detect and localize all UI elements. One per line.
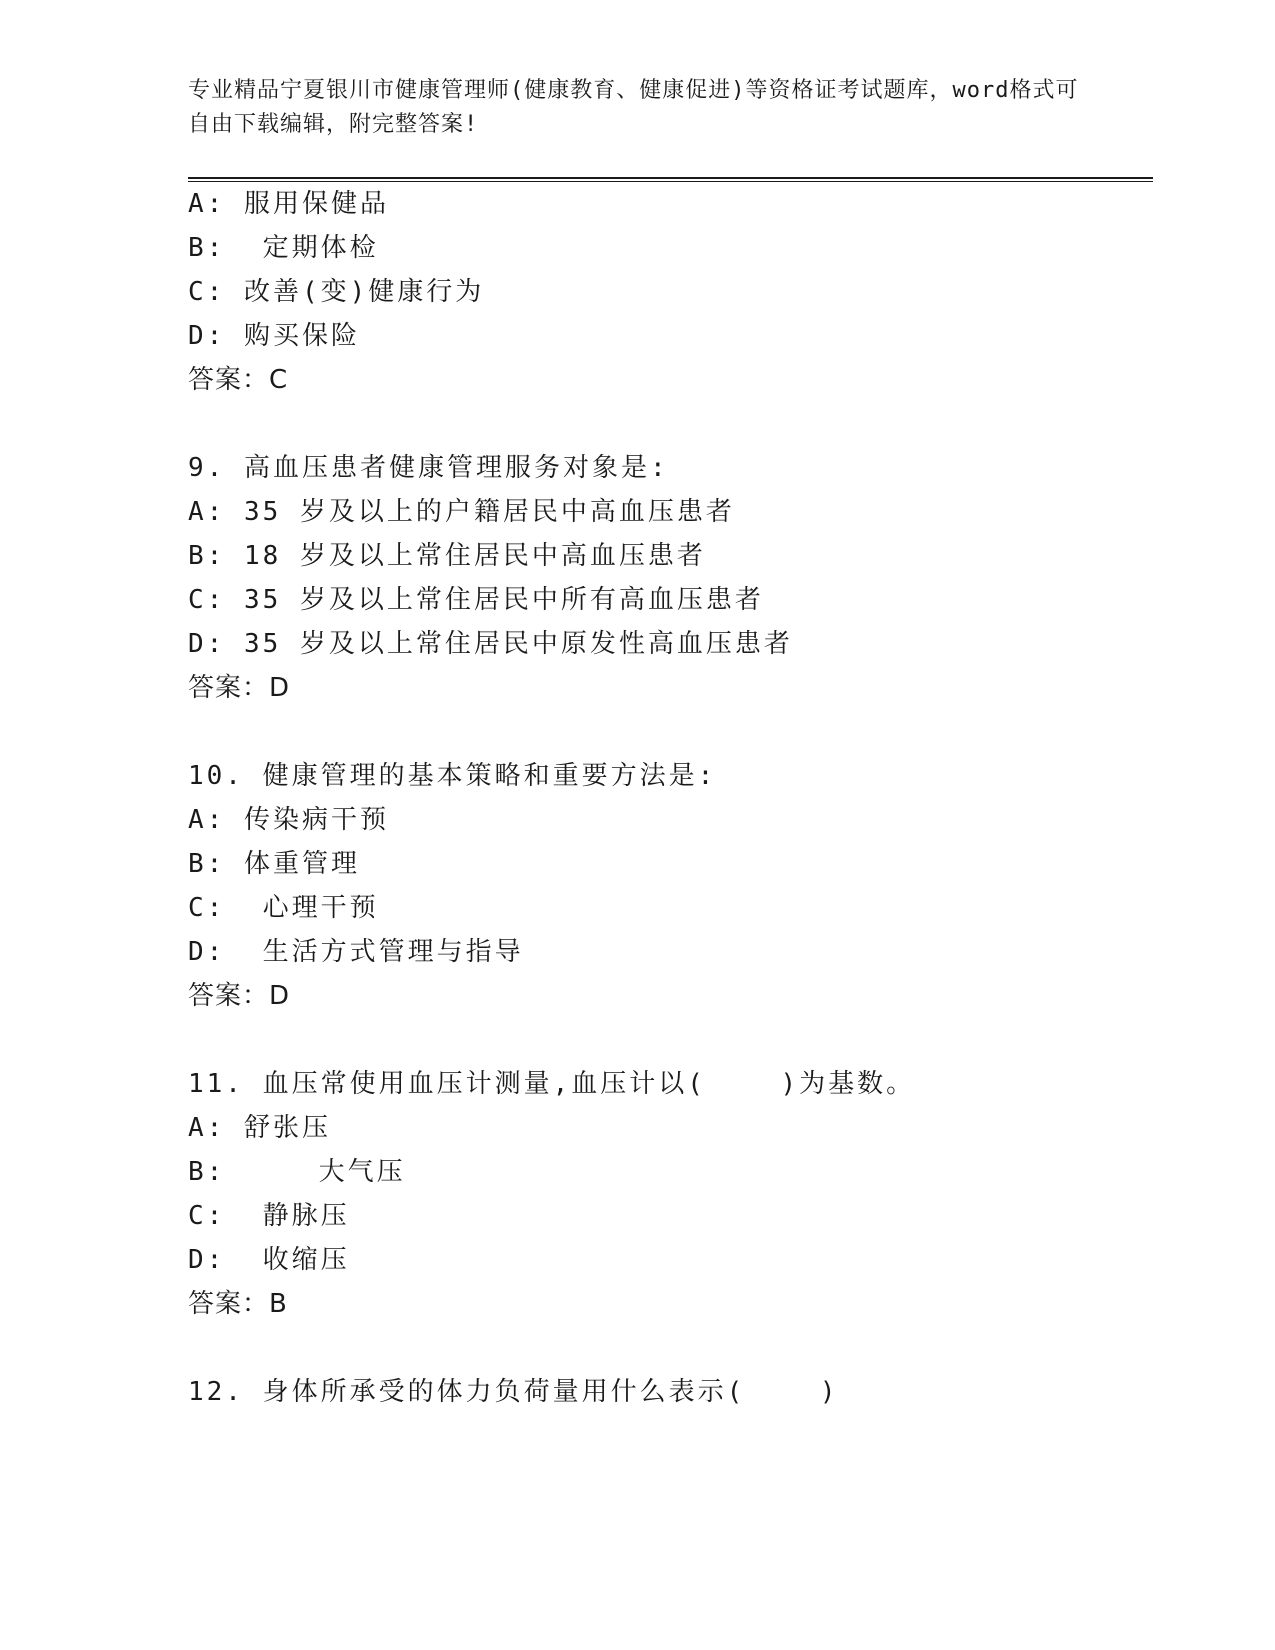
q9-option-b: B: 18 岁及以上常住居民中高血压患者 — [188, 541, 706, 571]
q11-question: 11. 血压常使用血压计测量,血压计以( )为基数。 — [188, 1069, 916, 1099]
q8-answer: 答案：C — [188, 365, 289, 395]
q9-question: 9. 高血压患者健康管理服务对象是: — [188, 453, 669, 483]
q8-option-d: D: 购买保险 — [188, 321, 360, 351]
q8-option-c: C: 改善(变)健康行为 — [188, 277, 485, 307]
q12-question: 12. 身体所承受的体力负荷量用什么表示( ) — [188, 1377, 839, 1407]
document-header: 专业精品宁夏银川市健康管理师(健康教育、健康促进)等资格证考试题库，word格式可自由下载编辑，附完整答案! — [188, 78, 1079, 137]
q9-option-a: A: 35 岁及以上的户籍居民中高血压患者 — [188, 497, 735, 527]
q8-option-b: B: 定期体检 — [188, 233, 379, 263]
header-divider — [188, 177, 1153, 182]
q10-option-c: C: 心理干预 — [188, 893, 379, 923]
q10-option-d: D: 生活方式管理与指导 — [188, 937, 524, 967]
q10-answer: 答案：D — [188, 981, 291, 1011]
q8-option-a: A: 服用保健品 — [188, 189, 389, 219]
q9-answer: 答案：D — [188, 673, 291, 703]
q9-option-d: D: 35 岁及以上常住居民中原发性高血压患者 — [188, 629, 793, 659]
q11-option-a: A: 舒张压 — [188, 1113, 331, 1143]
q11-answer: 答案：B — [188, 1289, 288, 1319]
q11-option-b: B: 大气压 — [188, 1157, 406, 1187]
q9-option-c: C: 35 岁及以上常住居民中所有高血压患者 — [188, 585, 764, 615]
q10-option-a: A: 传染病干预 — [188, 805, 389, 835]
q11-option-c: C: 静脉压 — [188, 1201, 350, 1231]
q10-option-b: B: 体重管理 — [188, 849, 360, 879]
q10-question: 10. 健康管理的基本策略和重要方法是: — [188, 761, 717, 791]
q11-option-d: D: 收缩压 — [188, 1245, 350, 1275]
